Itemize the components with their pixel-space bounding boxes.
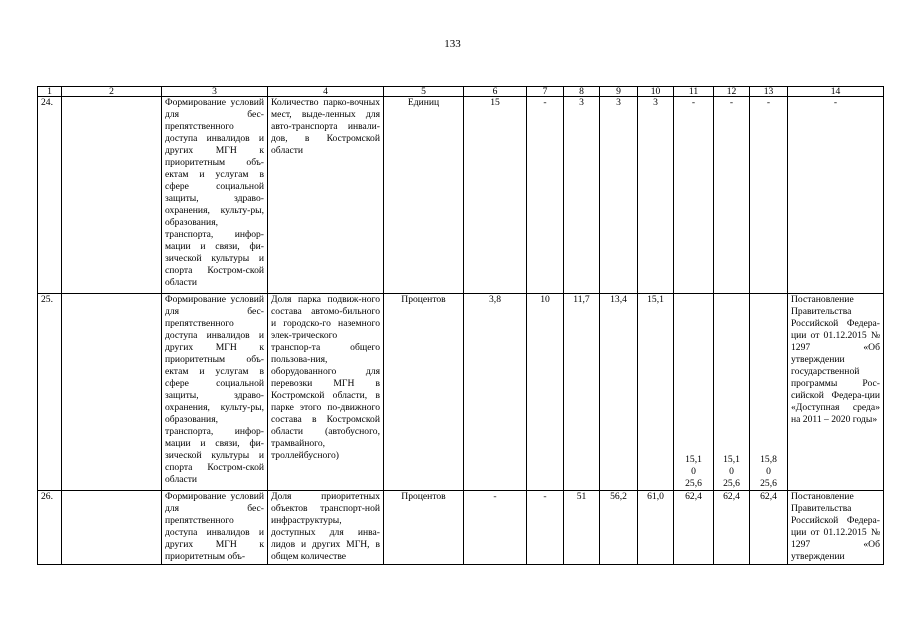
header-cell: 9	[600, 87, 638, 97]
header-cell: 7	[527, 87, 564, 97]
value-line: 15,1	[723, 454, 740, 465]
row-number: 25.	[38, 294, 62, 491]
row-objective: Формирование условий для бес-препятственного доступа инвалидов и других МГН к приоритетным объ-ектам и услугам в сфере социальной защиты, здраво-охранения, культу-ры, образования, транспорта, инфор-мации и связи, фи-зической культуры и спорта Костром-ской области	[162, 294, 268, 491]
row-value-7: 10	[527, 294, 564, 491]
header-row	[38, 87, 884, 97]
table-row	[38, 97, 884, 294]
row-value-7: -	[527, 491, 564, 565]
row-basis: Постановление Правительства Российской Федера-ции от 01.12.2015 № 1297 «Об утверждении государственной программы Рос-сийской Федера-ции «Доступная среда» на 2011 – 2020 годы»	[788, 294, 884, 491]
row-value-11	[674, 294, 714, 491]
row-value-12	[714, 294, 750, 491]
row-value-8: 11,7	[564, 294, 600, 491]
row-value-11: -	[674, 97, 714, 294]
value-line: 25,6	[685, 478, 702, 489]
header-cell: 11	[674, 87, 714, 97]
header-cell: 2	[62, 87, 162, 97]
row-value-12: 62,4	[714, 491, 750, 565]
row-value-6: 3,8	[464, 294, 527, 491]
row-value-8: 51	[564, 491, 600, 565]
header-cell: 6	[464, 87, 527, 97]
row-basis: -	[788, 97, 884, 294]
row-col2	[62, 97, 162, 294]
row-col2	[62, 491, 162, 565]
header-cell: 14	[788, 87, 884, 97]
row-basis: Постановление Правительства Российской Федера-ции от 01.12.2015 № 1297 «Об утверждении	[788, 491, 884, 565]
header-cell: 13	[750, 87, 788, 97]
header-cell: 12	[714, 87, 750, 97]
row-value-12: -	[714, 97, 750, 294]
row-value-13	[750, 294, 788, 491]
row-value-10: 3	[638, 97, 674, 294]
row-objective: Формирование условий для бес-препятственного доступа инвалидов и других МГН к приоритетным объ-ектам и услугам в сфере социальной защиты, здраво-охранения, культу-ры, образования, транспорта, инфор-мации и связи, фи-зической культуры и спорта Костром-ской области	[162, 97, 268, 294]
header-cell: 4	[268, 87, 384, 97]
row-number: 26.	[38, 491, 62, 565]
row-number: 24.	[38, 97, 62, 294]
value-line: 15,8	[760, 454, 777, 465]
row-unit: Процентов	[384, 491, 464, 565]
page-number: 133	[444, 38, 461, 50]
row-value-6: 15	[464, 97, 527, 294]
row-unit: Процентов	[384, 294, 464, 491]
header-cell: 8	[564, 87, 600, 97]
header-cell: 1	[38, 87, 62, 97]
value-line: 25,6	[760, 478, 777, 489]
row-indicator: Количество парко-вочных мест, выде-ленных для авто-транспорта инвали-дов, в Костромской области	[268, 97, 384, 294]
row-objective: Формирование условий для бес-препятственного доступа инвалидов и других МГН к приоритетным объ-	[162, 491, 268, 565]
row-unit: Единиц	[384, 97, 464, 294]
row-indicator: Доля парка подвиж-ного состава автомо-бильного и городско-го наземного элек-трического транспор-та общего пользова-ния, оборудованного для перевозки МГН в Костромской области, в парке этого по-движного состава в Костромской области (автобусного, трамвайного, троллейбусного)	[268, 294, 384, 491]
row-value-6: -	[464, 491, 527, 565]
value-line: 0	[729, 466, 734, 477]
value-line: 15,1	[685, 454, 702, 465]
header-cell: 3	[162, 87, 268, 97]
row-value-10: 15,1	[638, 294, 674, 491]
header-cell: 5	[384, 87, 464, 97]
value-line: 25,6	[723, 478, 740, 489]
row-col2	[62, 294, 162, 491]
row-value-9: 3	[600, 97, 638, 294]
row-value-9: 56,2	[600, 491, 638, 565]
row-value-13: -	[750, 97, 788, 294]
header-cell: 10	[638, 87, 674, 97]
row-value-10: 61,0	[638, 491, 674, 565]
row-value-11: 62,4	[674, 491, 714, 565]
indicators-table	[37, 86, 884, 565]
row-indicator: Доля приоритетных объектов транспорт-ной инфраструктуры, доступных для инва-лидов и других МГН, в общем количестве	[268, 491, 384, 565]
value-line: 0	[766, 466, 771, 477]
value-line: 0	[691, 466, 696, 477]
row-value-13: 62,4	[750, 491, 788, 565]
table-row	[38, 294, 884, 491]
row-value-7: -	[527, 97, 564, 294]
table-row	[38, 491, 884, 565]
row-value-8: 3	[564, 97, 600, 294]
row-value-9: 13,4	[600, 294, 638, 491]
